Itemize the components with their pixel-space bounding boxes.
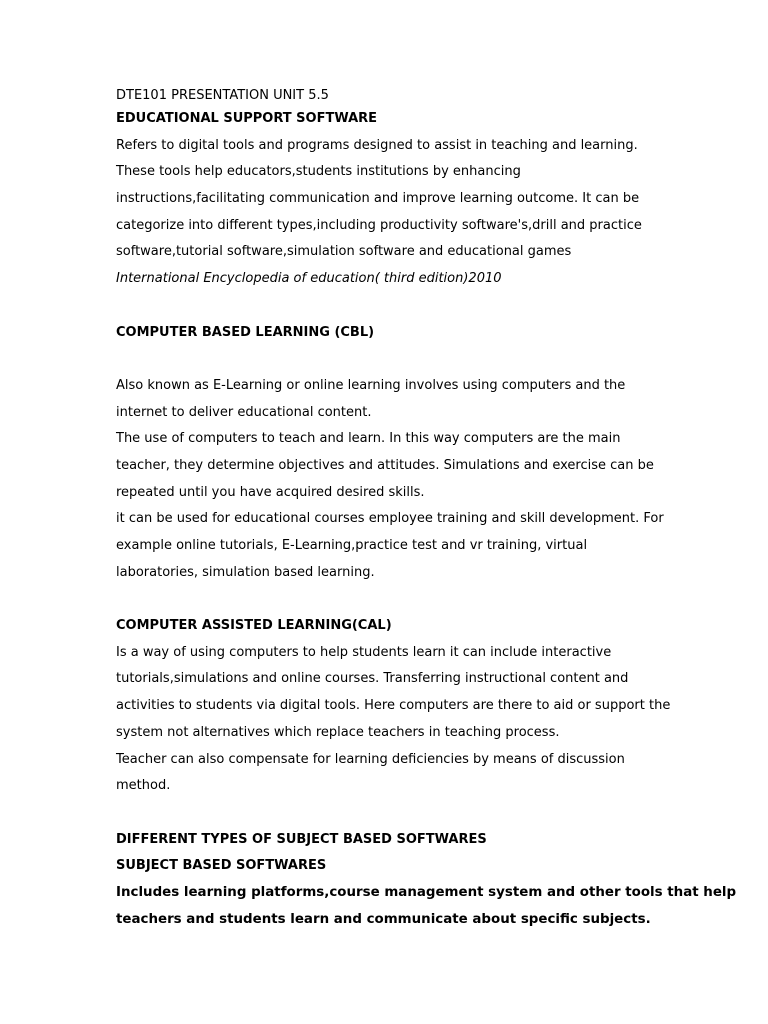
paragraph-line: categorize into different types,including productivity software's,drill and practice [116,217,642,233]
paragraph-line: teacher, they determine objectives and attitudes. Simulations and exercise can be [116,457,654,473]
paragraph-line: Refers to digital tools and programs designed to assist in teaching and learning. [116,137,638,153]
paragraph-line: laboratories, simulation based learning. [116,564,375,580]
paragraph-line: tutorials,simulations and online courses. Transferring instructional content and [116,671,629,687]
paragraph-line: example online tutorials, E-Learning,practice test and vr training, virtual [116,538,588,553]
heading-different-types-subject-based-softwares: DIFFERENT TYPES OF SUBJECT BASED SOFTWARES [116,831,487,847]
paragraph-line: system not alternatives which replace teachers in teaching process. [116,724,560,740]
blank-line [116,346,668,373]
paragraph-line: it can be used for educational courses employee training and skill development. For [116,511,664,527]
paragraph-line: method. [116,778,171,794]
subheading-subject-based-softwares: SUBJECT BASED SOFTWARES [116,858,327,874]
paragraph-line: internet to deliver educational content. [116,404,372,420]
heading-educational-support-software: EDUCATIONAL SUPPORT SOFTWARE [116,111,378,126]
paragraph-line: instructions,facilitating communication and improve learning outcome. It can be [116,191,640,207]
blank-line [116,293,668,320]
bold-paragraph-line: teachers and students learn and communicate about specific subjects. [116,911,651,927]
paragraph-line: Is a way of using computers to help students learn it can include interactive [116,644,612,660]
heading-computer-assisted-learning: COMPUTER ASSISTED LEARNING(CAL) [116,618,392,634]
paragraph-line: activities to students via digital tools. Here computers are there to aid or support the [116,698,671,714]
paragraph-line: repeated until you have acquired desired skills. [116,484,425,500]
document-title: DTE101 PRESENTATION UNIT 5.5 [116,88,329,103]
paragraph-line: Teacher can also compensate for learning deficiencies by means of discussion [116,751,625,767]
citation: International Encyclopedia of education( third edition)2010 [116,271,502,287]
bold-paragraph-line: Includes learning platforms,course management system and other tools that help [116,884,737,900]
paragraph-line: software,tutorial software,simulation software and educational games [116,244,572,260]
paragraph-line: Also known as E-Learning or online learning involves using computers and the [116,377,626,393]
blank-line [116,800,668,827]
paragraph-line: These tools help educators,students institutions by enhancing [116,164,521,180]
heading-computer-based-learning: COMPUTER BASED LEARNING (CBL) [116,324,375,340]
blank-line [116,586,668,613]
paragraph-line: The use of computers to teach and learn. In this way computers are the main [116,431,621,447]
